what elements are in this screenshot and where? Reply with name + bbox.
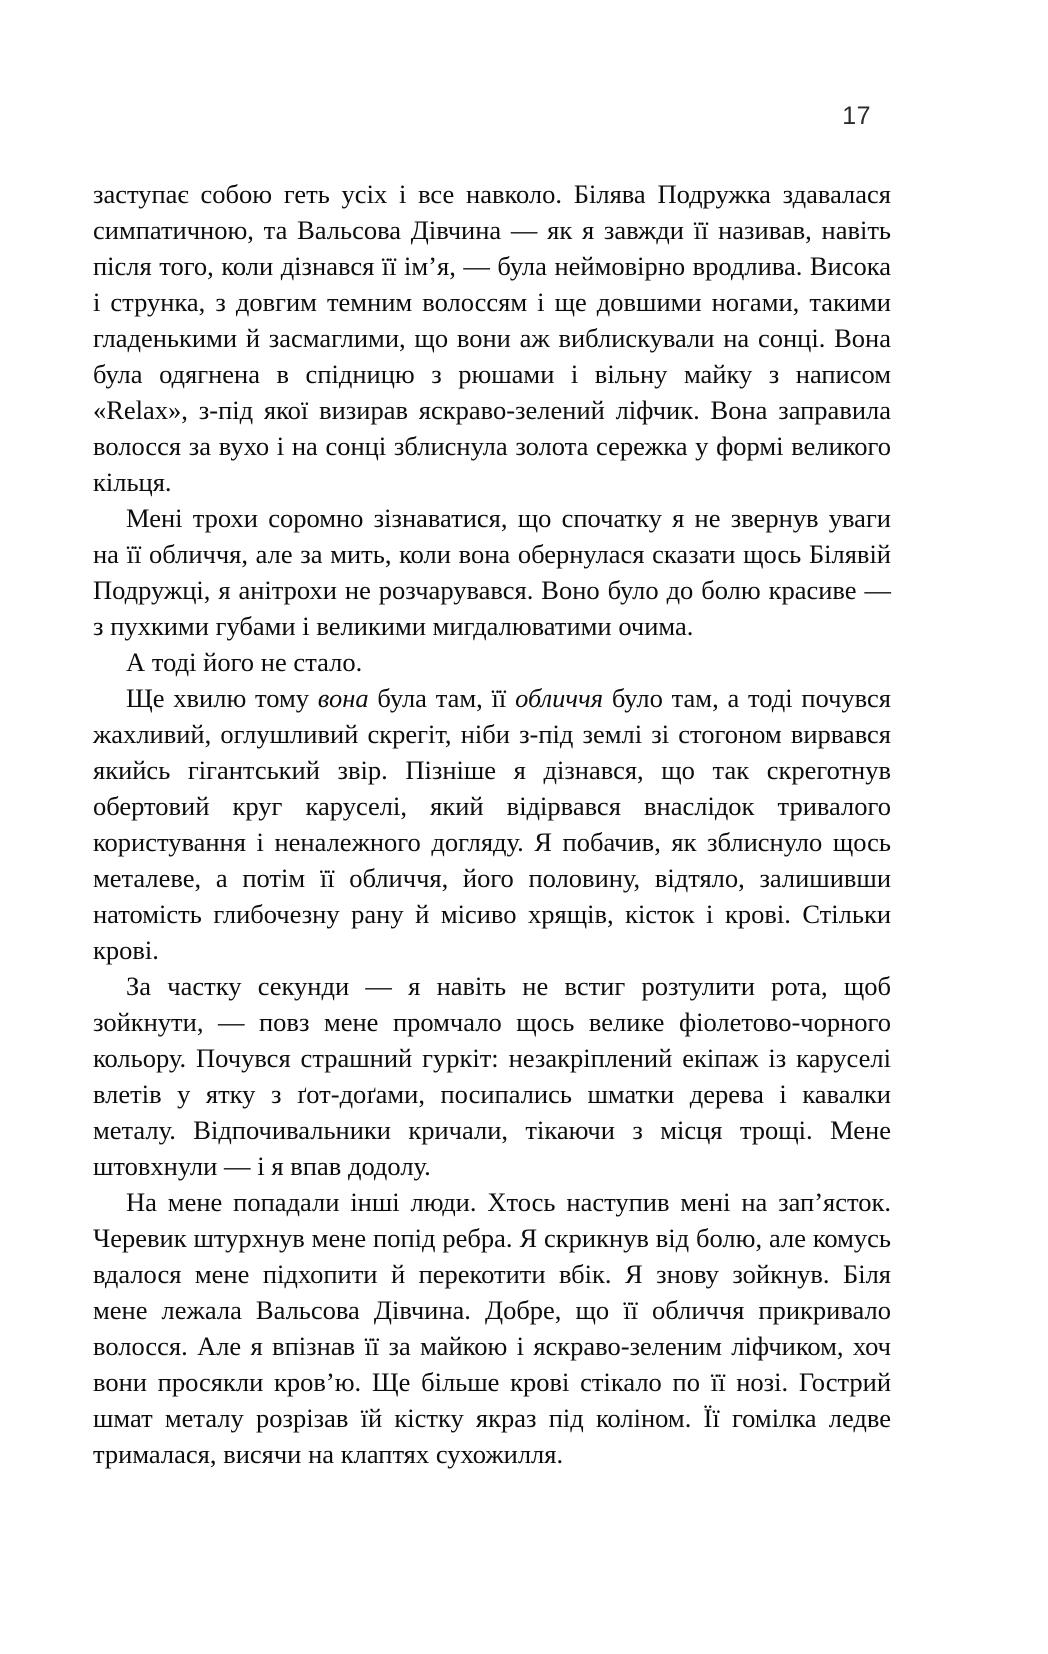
body-text: На мене попадали інші люди. Хтось наступив мені на зап’ясток. Черевик штурхнув мене попід ребра. Я скрикнув від болю, але комусь вдалося мене підхопити й перекотити вбік. Я знову зойкнув. Біля мене лежала Вальсова Дівчина. Добре, що її обличчя прикривало волосся. Але я впізнав її за майкою і яскраво-зеленим ліфчиком, хоч вони просякли кров’ю. Ще більше крові стікало по її нозі. Гострий шмат металу розрізав їй кістку якраз під коліном. Її гомілка ледве трималася, висячи на клаптях сухожилля. xyxy=(93,1187,891,1469)
page-text-body xyxy=(93,176,891,1472)
body-text: була там, її xyxy=(368,683,516,713)
paragraph xyxy=(93,1184,891,1472)
page-number: 17 xyxy=(842,102,871,130)
paragraph xyxy=(93,968,891,1184)
body-text: За частку секунди — я навіть не встиг розтулити рота, щоб зойкнути, — повз мене промчало щось велике фіолетово-чорного кольору. Почувся страшний гуркіт: незакріплений екіпаж із каруселі влетів у ятку з ґот-доґами, посипались шматки дерева і кавалки металу. Відпочивальники кричали, тікаючи з місця трощі. Мене штовхнули — і я впав додолу. xyxy=(93,971,891,1181)
paragraph xyxy=(93,500,891,644)
body-text: заступає собою геть усіх і все навколо. Білява Подружка здавалася симпатичною, та Вальсова Дівчина — як я завжди її називав, навіть після того, коли дізнався її ім’я, — була неймовірно вродлива. Висока і струнка, з довгим темним волоссям і ще довшими ногами, такими гладенькими й засмаглими, що вони аж виблискували на сонці. Вона була одягнена в спідницю з рюшами і вільну майку з написом «Relax», з-під якої визирав яскраво-зелений ліфчик. Вона заправила волосся за вухо і на сонці зблиснула золота сережка у формі великого кільця. xyxy=(93,179,891,497)
emphasis-text: обличчя xyxy=(515,683,604,713)
body-text: було там, а тоді почувся жахливий, оглушливий скрегіт, ніби з-під землі зі стогоном вирвався якийсь гігантський звір. Пізніше я дізнався, що так скреготнув обертовий круг каруселі, який відірвався внаслідок тривалого користування і неналежного догляду. Я побачив, як зблиснуло щось металеве, а потім її обличчя, його половину, відтяло, залишивши натомість глибочезну рану й місиво хрящів, кісток і крові. Стільки крові. xyxy=(93,683,891,965)
paragraph xyxy=(93,644,891,680)
paragraph xyxy=(93,680,891,968)
body-text: А тоді його не стало. xyxy=(126,647,363,677)
emphasis-text: вона xyxy=(317,683,369,713)
body-text: Ще хвилю тому xyxy=(126,683,318,713)
body-text: Мені трохи соромно зізнаватися, що спочатку я не звернув уваги на її обличчя, але за мить, коли вона обернулася сказати щось Білявій Подружці, я анітрохи не розчарувався. Воно було до болю красиве — з пухкими губами і великими мигдалюватими очима. xyxy=(93,503,891,641)
paragraph xyxy=(93,176,891,500)
